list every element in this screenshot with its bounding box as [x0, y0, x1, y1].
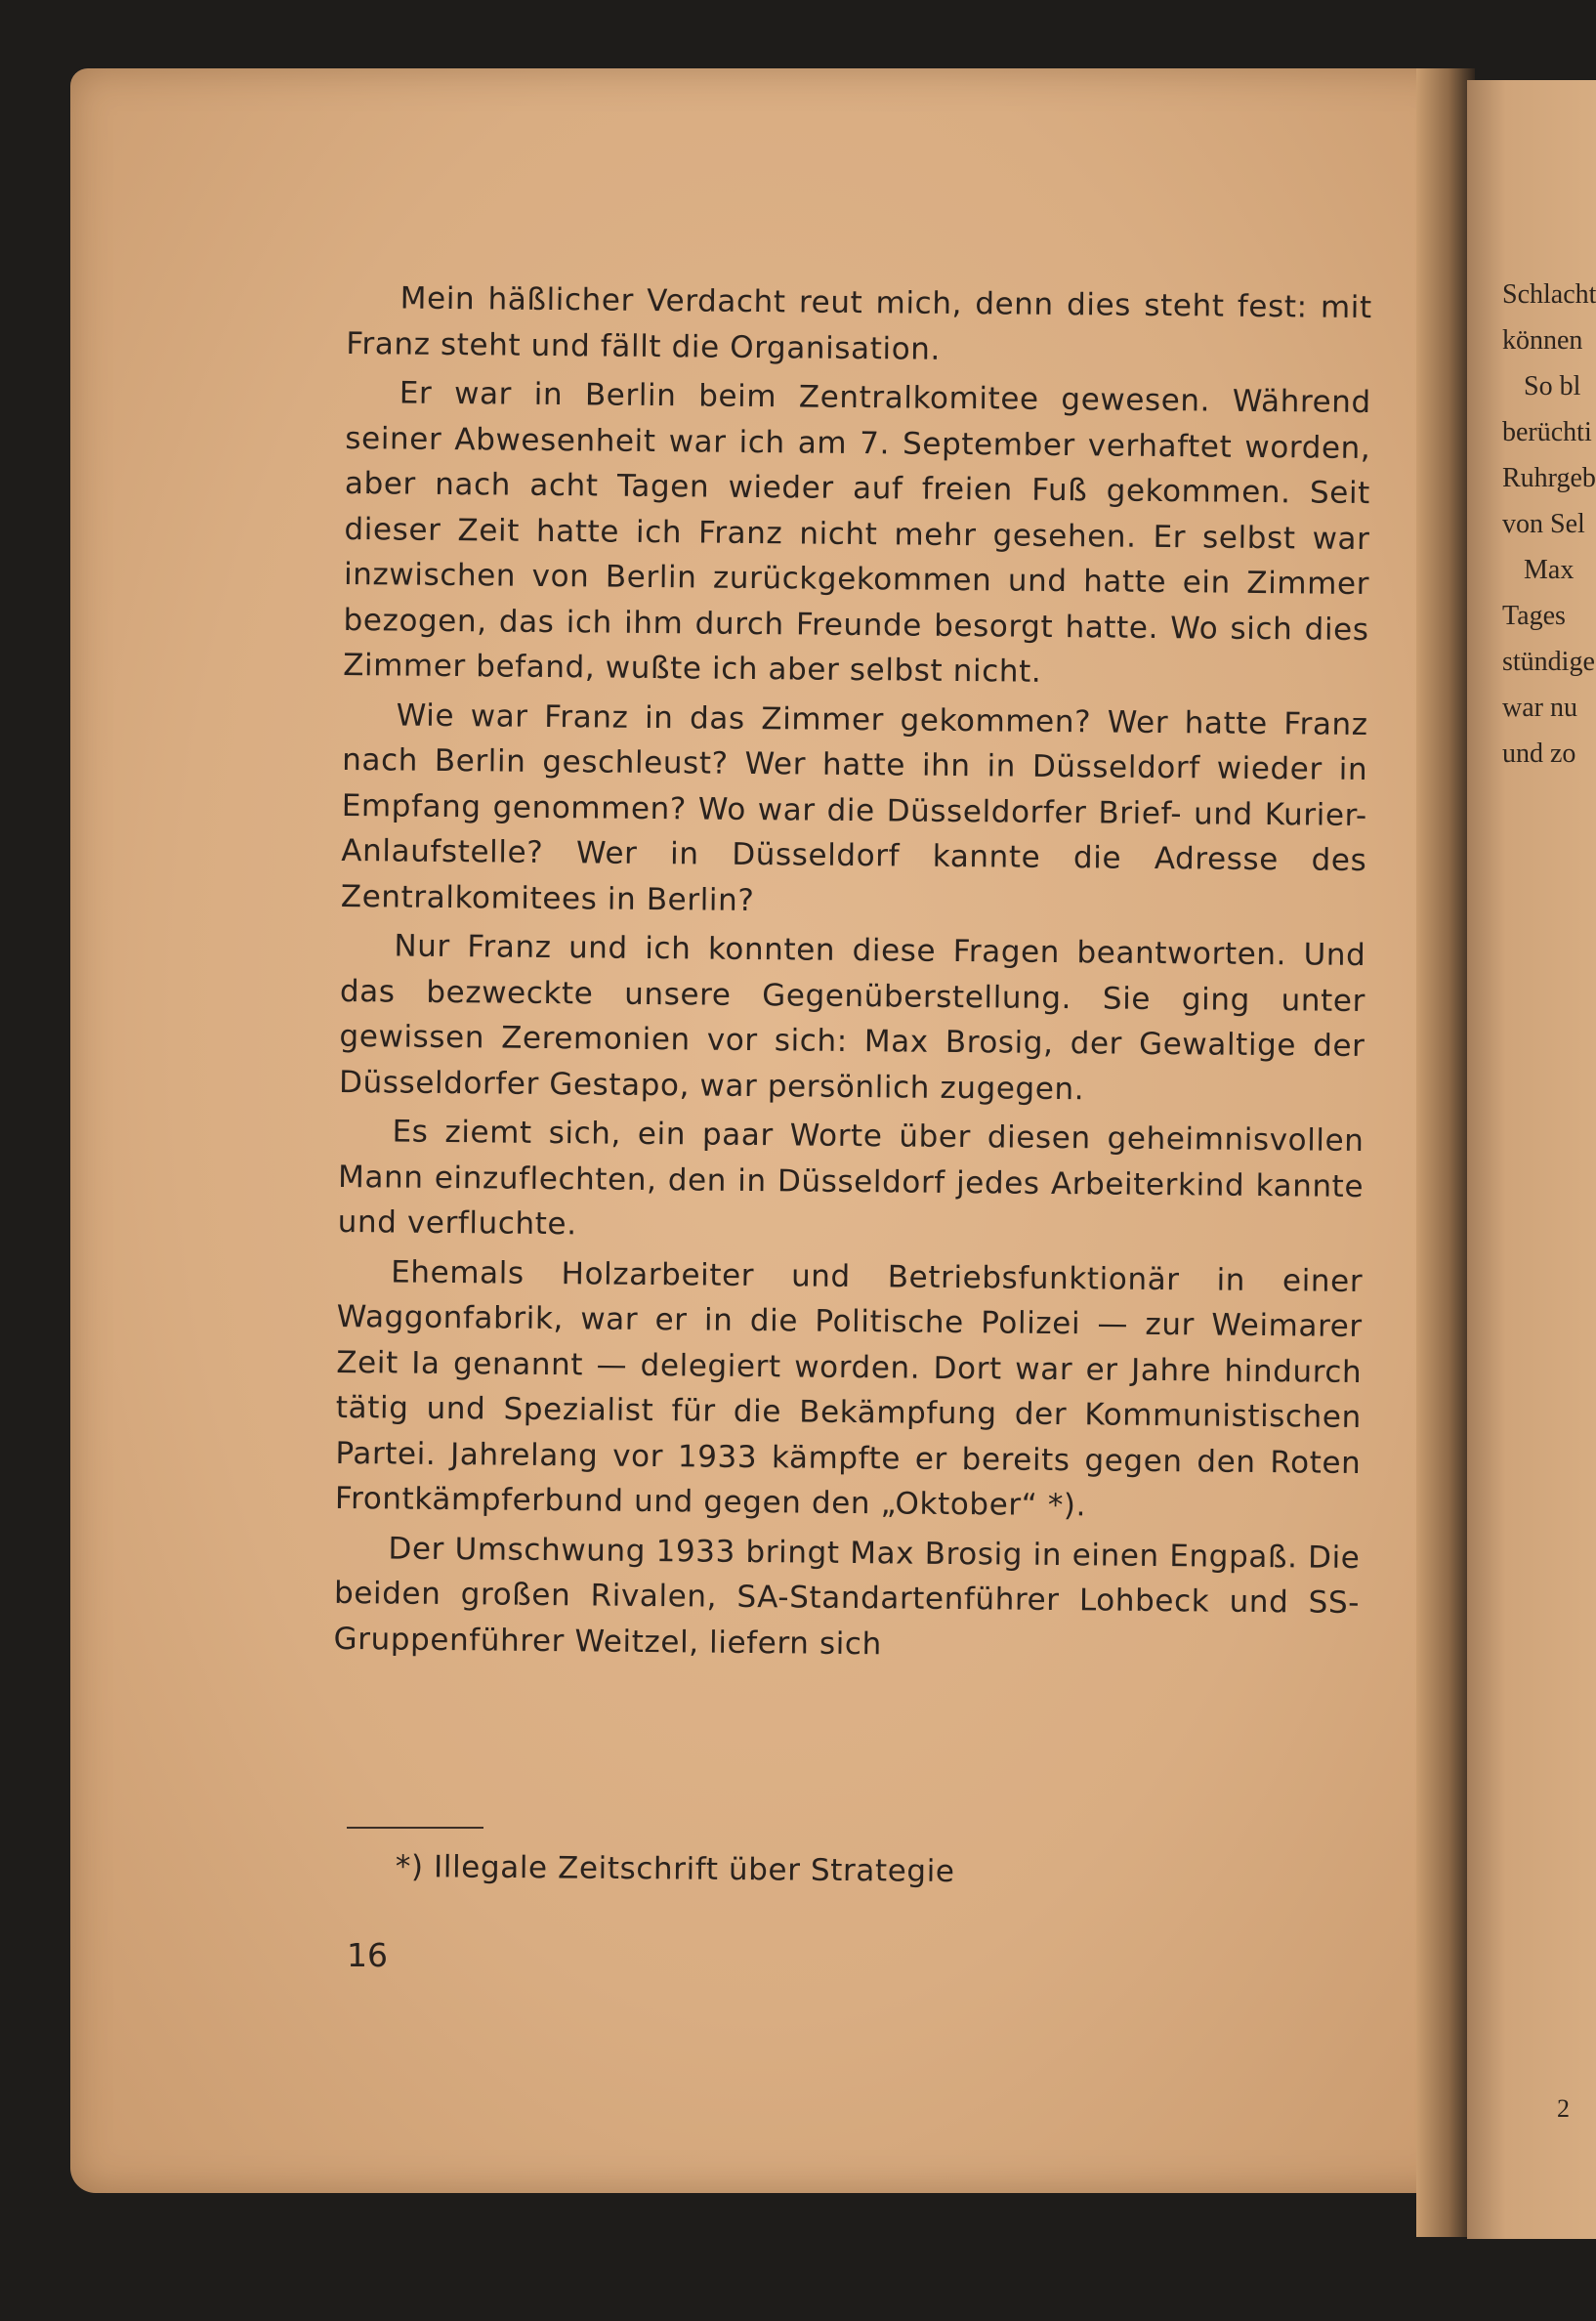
right-page-number: 2 — [1557, 2094, 1570, 2123]
right-page-line: berüchti — [1502, 417, 1592, 447]
book-gutter — [1416, 68, 1475, 2237]
right-page-line: war nu — [1502, 693, 1577, 723]
footnote: *) Illegale Zeitschrift über Strategie — [395, 1849, 955, 1889]
paragraph: Ehemals Holzarbeiter und Betriebsfunktionär in einer Waggonfabrik, war er in die Politische Polizei — zur Weimarer Zeit Ia genannt — delegiert worden. Dort war er Jahre hindurch tätig und Spezialist für die Bekämpfung der Kommunistischen Partei. Jahrelang vor 1933 kämpfte er bereits gegen den Roten Frontkämpferbund und gegen den „Oktober“ *). — [334, 1253, 1364, 1524]
right-page-line: Tages — [1502, 601, 1566, 631]
right-page-line: stündige — [1502, 647, 1595, 677]
right-page-line: Schlacht — [1502, 279, 1596, 310]
right-page-line: Ruhrgeb — [1502, 463, 1596, 493]
right-page-line: Max — [1524, 555, 1575, 585]
right-book-page — [1467, 80, 1596, 2239]
right-page-line: So bl — [1524, 371, 1581, 401]
paragraph: Er war in Berlin beim Zentralkomitee gewesen. Während seiner Abwesenheit war ich am 7. September verhaftet worden, aber nach acht Tagen wieder auf freien Fuß gekommen. Seit dieser Zeit hatte ich Franz nicht mehr gesehen. Er selbst war inzwischen von Berlin zurückgekommen und hatte ein Zimmer bezogen, das ich ihm durch Freunde besorgt hatte. Wo sich dies Zimmer befand, wußte ich aber selbst nicht. — [342, 375, 1371, 690]
right-page-text — [1502, 272, 1596, 777]
paragraph: Nur Franz und ich konnten diese Fragen beantworten. Und das bezweckte unsere Gegenüberstellung. Sie ging unter gewissen Zeremonien vor sich: Max Brosig, der Gewaltige der Düsseldorfer Gestapo, war persönlich zugegen. — [338, 928, 1366, 1107]
footnote-divider — [347, 1827, 483, 1829]
right-page-line: können — [1502, 325, 1583, 356]
paragraph: Der Umschwung 1933 bringt Max Brosig in einen Engpaß. Die beiden großen Rivalen, SA-Standartenführer Lohbeck und SS-Gruppenführer Weitzel, liefern sich — [333, 1530, 1361, 1662]
paragraph: Mein häßlicher Verdacht reut mich, denn dies steht fest: mit Franz steht und fällt die Organisation. — [346, 280, 1372, 367]
right-page-line: von Sel — [1502, 509, 1585, 539]
left-page-body-text — [333, 275, 1372, 1675]
page-number: 16 — [347, 1936, 388, 1974]
paragraph: Es ziemt sich, ein paar Worte über diesen geheimnisvollen Mann einzuflechten, den in Düsseldorf jedes Arbeiterkind kannte und verfluchte. — [337, 1114, 1365, 1243]
paragraph: Wie war Franz in das Zimmer gekommen? Wer hatte Franz nach Berlin geschleust? Wer hatte ihn in Düsseldorf wieder in Empfang genommen? Wo war die Düsseldorfer Brief- und Kurier-Anlaufstelle? Wer in Düsseldorf kannte die Adresse des Zentralkomitees in Berlin? — [340, 697, 1368, 918]
right-page-line: und zo — [1502, 738, 1576, 769]
